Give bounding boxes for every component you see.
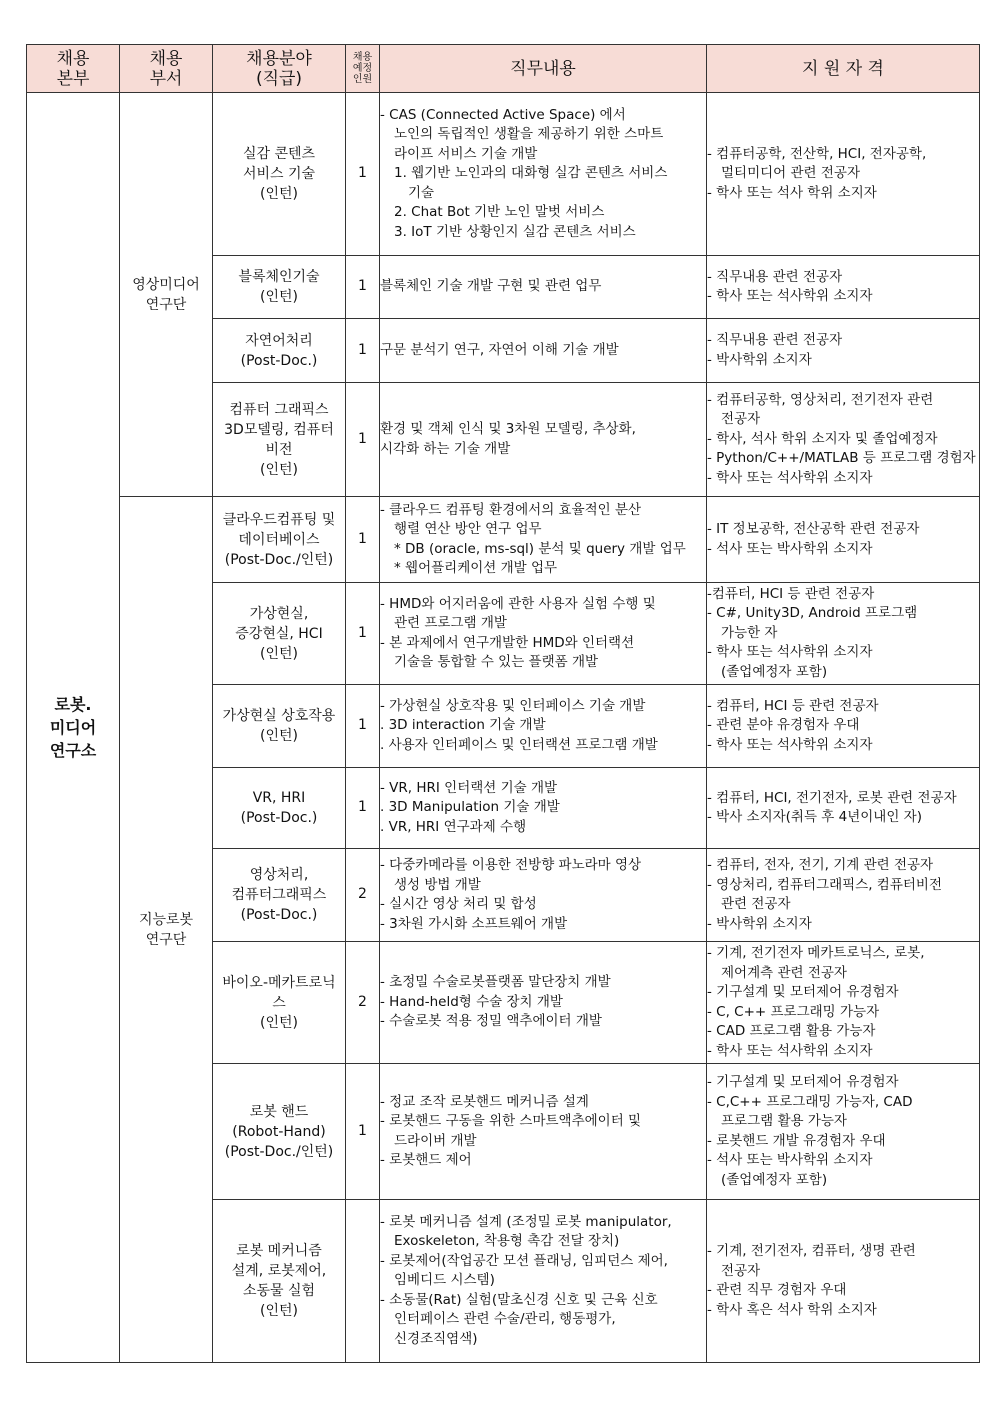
qual-cell — [707, 1200, 980, 1363]
qual-line: - 석사 또는 박사학위 소지자 — [707, 540, 873, 557]
field-name: 컴퓨터 그래픽스 3D모델링, 컴퓨터 비전 (인턴) — [224, 401, 334, 478]
field-cell — [213, 849, 346, 942]
headcount: 1 — [358, 341, 367, 358]
qual-line: - 학사 또는 석사학위 소지자 — [707, 736, 873, 753]
qual-line: 프로그램 활용 가능자 — [721, 1113, 847, 1129]
headcount: 1 — [358, 430, 367, 447]
duty-line: - 로봇핸드 제어 — [380, 1152, 472, 1168]
duty-cell — [380, 768, 707, 849]
qual-cell — [707, 849, 980, 942]
duty-cell — [380, 849, 707, 942]
qual-line: - C, C++ 프로그래밍 가능자 — [707, 1003, 880, 1020]
qual-line: 전공자 — [721, 411, 761, 428]
duty-line: 환경 및 객체 인식 및 3차원 모델링, 추상화, — [380, 421, 636, 437]
qual-line: 제어계측 관련 전공자 — [721, 964, 847, 981]
duty-cell — [380, 1200, 707, 1363]
qual-cell — [707, 497, 980, 583]
duty-line: 드라이버 개발 — [394, 1132, 477, 1149]
duty-line: - 클라우드 컴퓨팅 환경에서의 효율적인 분산 — [380, 501, 642, 518]
duty-line: - 소동물(Rat) 실험(말초신경 신호 및 근육 신호 — [380, 1291, 658, 1308]
qual-line: - 기구설계 및 모터제어 유경험자 — [707, 1074, 899, 1090]
qual-line: - 학사 혹은 석사 학위 소지자 — [707, 1301, 877, 1318]
duty-line: 기술을 통합할 수 있는 플랫폼 개발 — [394, 654, 599, 670]
header-dept: 채용 부서 — [120, 45, 213, 93]
qual-line: - 석사 또는 박사학위 소지자 — [707, 1152, 873, 1168]
duty-cell — [380, 685, 707, 768]
qual-cell — [707, 256, 980, 319]
field-name: 로봇 메커니즘 설계, 로봇제어, 소동물 실험 (인턴) — [231, 1243, 327, 1319]
field-name: 자연어처리 (Post-Doc.) — [240, 332, 318, 369]
header-duty: 직무내용 — [380, 45, 707, 93]
qual-line: - 기계, 전기전자, 컴퓨터, 생명 관련 — [707, 1243, 916, 1259]
count-cell — [346, 93, 380, 256]
duty-line: - VR, HRI 인터랙션 기술 개발 — [380, 779, 558, 796]
duty-line: - 초정밀 수술로봇플랫폼 말단장치 개발 — [380, 974, 611, 991]
count-cell — [346, 942, 380, 1064]
qual-cell — [707, 583, 980, 685]
field-cell — [213, 685, 346, 768]
headcount: 2 — [358, 886, 367, 903]
headcount: 1 — [358, 1122, 367, 1139]
duty-line: 관련 프로그램 개발 — [394, 615, 507, 631]
headcount: 2 — [358, 993, 367, 1010]
count-cell — [346, 1200, 380, 1363]
qual-line: - 학사 또는 석사학위 소지자 — [707, 469, 873, 486]
count-cell — [346, 1064, 380, 1200]
hq-name: 로봇. 미디어 연구소 — [49, 695, 97, 760]
duty-line: 임베디드 시스템) — [394, 1272, 495, 1289]
duty-line: - CAS (Connected Active Space) 에서 — [380, 106, 626, 123]
header-field: 채용분야 (직급) — [213, 45, 346, 93]
field-cell — [213, 93, 346, 256]
duty-line: Exoskeleton, 착용형 촉감 전달 장치) — [394, 1233, 620, 1250]
hq-cell — [27, 93, 120, 1363]
duty-line: - 실시간 영상 처리 및 합성 — [380, 896, 537, 912]
qual-line: 전공자 — [721, 1262, 761, 1279]
duty-line: - 로봇 메커니즘 설계 (조정밀 로봇 manipulator, — [380, 1213, 672, 1230]
dept-cell-robot — [120, 497, 213, 1363]
headcount: 1 — [358, 530, 367, 547]
header-qual: 지 원 자 격 — [707, 45, 980, 93]
table-row — [27, 93, 980, 256]
qual-line: -컴퓨터, HCI 등 관련 전공자 — [707, 585, 875, 602]
duty-line: - 가상현실 상호작용 및 인터페이스 기술 개발 — [380, 697, 646, 714]
field-cell — [213, 497, 346, 583]
duty-cell — [380, 319, 707, 383]
count-cell — [346, 768, 380, 849]
duty-line: 생성 방법 개발 — [394, 876, 481, 893]
field-cell — [213, 583, 346, 685]
qual-cell — [707, 93, 980, 256]
duty-line: . 3D interaction 기술 개발 — [380, 717, 546, 734]
duty-line: * 웹어플리케이션 개발 업무 — [394, 560, 558, 576]
field-cell — [213, 383, 346, 497]
duty-cell — [380, 256, 707, 319]
qual-line: - C#, Unity3D, Android 프로그램 — [707, 605, 918, 622]
duty-line: 기술 — [408, 184, 435, 201]
duty-line: 3. IoT 기반 상황인지 실감 콘텐츠 서비스 — [394, 223, 636, 240]
duty-line: 노인의 독립적인 생활을 제공하기 위한 스마트 — [394, 126, 664, 143]
duty-line: 블록체인 기술 개발 구현 및 관련 업무 — [380, 278, 602, 295]
qual-line: - CAD 프로그램 활용 가능자 — [707, 1023, 876, 1039]
duty-line: * DB (oracle, ms-sql) 분석 및 query 개발 업무 — [394, 540, 686, 557]
duty-line: - 로봇핸드 구동을 위한 스마트액추에이터 및 — [380, 1113, 642, 1129]
field-name: 로봇 핸드 (Robot-Hand) (Post-Doc./인턴) — [224, 1103, 334, 1160]
duty-line: - HMD와 어지러움에 관한 사용자 실험 수행 및 — [380, 595, 656, 612]
field-name: 영상처리, 컴퓨터그래픽스 (Post-Doc.) — [231, 867, 327, 923]
qual-line: - 로봇핸드 개발 유경험자 우대 — [707, 1132, 886, 1149]
qual-line: - 영상처리, 컴퓨터그래픽스, 컴퓨터비전 — [707, 876, 942, 893]
qual-line: 가능한 자 — [721, 624, 778, 641]
count-cell — [346, 497, 380, 583]
dept-name: 영상미디어 연구단 — [132, 276, 200, 313]
qual-line: - C,C++ 프로그래밍 가능자, CAD — [707, 1093, 913, 1110]
duty-cell — [380, 383, 707, 497]
duty-line: 행렬 연산 방안 연구 업무 — [394, 521, 542, 537]
count-cell — [346, 849, 380, 942]
header-count: 채용 예정 인원 — [346, 45, 380, 93]
duty-cell — [380, 583, 707, 685]
qual-line: (졸업예정자 포함) — [721, 663, 828, 680]
qual-line: - 컴퓨터공학, 전산학, HCI, 전자공학, — [707, 145, 927, 162]
qual-line: - 기계, 전기전자 메카트로닉스, 로봇, — [707, 945, 925, 961]
field-cell — [213, 256, 346, 319]
duty-line: 1. 웹기반 노인과의 대화형 실감 콘텐츠 서비스 — [394, 165, 668, 182]
field-cell — [213, 1064, 346, 1200]
qual-cell — [707, 768, 980, 849]
headcount: 1 — [358, 165, 367, 182]
headcount: 1 — [358, 799, 367, 816]
qual-line: - 관련 분야 유경험자 우대 — [707, 717, 860, 734]
duty-line: 라이프 서비스 기술 개발 — [394, 145, 538, 162]
qual-line: - 직무내용 관련 전공자 — [707, 332, 843, 348]
qual-line: - 학사 또는 석사학위 소지자 — [707, 1042, 873, 1059]
duty-cell — [380, 93, 707, 256]
duty-cell — [380, 497, 707, 583]
qual-cell — [707, 383, 980, 497]
count-cell — [346, 685, 380, 768]
field-name: 바이오-메카트로닉 스 (인턴) — [222, 974, 336, 1031]
dept-name: 지능로봇 연구단 — [138, 911, 194, 948]
field-cell — [213, 319, 346, 383]
count-cell — [346, 319, 380, 383]
qual-line: - 박사 소지자(취득 후 4년이내인 자) — [707, 809, 922, 825]
qual-line: (졸업예정자 포함) — [721, 1171, 828, 1188]
header-row — [27, 45, 980, 93]
field-name: 클라우드컴퓨팅 및 데이터베이스 (Post-Doc./인턴) — [222, 511, 336, 568]
qual-line: - 컴퓨터, 전자, 전기, 기계 관련 전공자 — [707, 857, 934, 873]
field-name: 가상현실 상호작용 (인턴) — [222, 708, 336, 744]
qual-line: - 컴퓨터, HCI 등 관련 전공자 — [707, 697, 879, 714]
qual-line: - 학사 또는 석사 학위 소지자 — [707, 184, 877, 201]
qual-line: - 컴퓨터, HCI, 전기전자, 로봇 관련 전공자 — [707, 789, 957, 806]
headcount: 1 — [358, 717, 367, 734]
duty-line: 인터페이스 관련 수술/관리, 행동평가, — [394, 1311, 616, 1328]
qual-line: 멀티미디어 관련 전공자 — [721, 165, 860, 182]
table-row — [27, 497, 980, 583]
qual-line: - 학사 또는 석사학위 소지자 — [707, 288, 873, 304]
field-name: 블록체인기술 (인턴) — [238, 269, 320, 305]
count-cell — [346, 583, 380, 685]
headcount: 1 — [358, 624, 367, 641]
field-cell — [213, 1200, 346, 1363]
qual-line: - 학사 또는 석사학위 소지자 — [707, 644, 873, 661]
duty-line: . 사용자 인터페이스 및 인터랙션 프로그램 개발 — [380, 736, 658, 753]
header-hq: 채용 본부 — [27, 45, 120, 93]
field-name: VR, HRI (Post-Doc.) — [240, 790, 318, 826]
count-cell — [346, 383, 380, 497]
qual-line: - 직무내용 관련 전공자 — [707, 268, 843, 285]
duty-line: - 다중카메라를 이용한 전방향 파노라마 영상 — [380, 857, 642, 873]
qual-line: - IT 정보공학, 전산공학 관련 전공자 — [707, 521, 920, 537]
headcount: 1 — [358, 278, 367, 295]
qual-line: - 학사, 석사 학위 소지자 및 졸업예정자 — [707, 430, 938, 447]
field-cell — [213, 942, 346, 1064]
duty-line: 2. Chat Bot 기반 노인 말벗 서비스 — [394, 204, 605, 221]
qual-line: - 박사학위 소지자 — [707, 351, 812, 368]
count-cell — [346, 256, 380, 319]
duty-line: . 3D Manipulation 기술 개발 — [380, 799, 560, 816]
duty-line: - 수술로봇 적용 정밀 액추에이터 개발 — [380, 1013, 602, 1030]
dept-cell-media — [120, 93, 213, 497]
qual-line: 관련 전공자 — [721, 896, 791, 912]
qual-cell — [707, 685, 980, 768]
qual-line: - 박사학위 소지자 — [707, 915, 812, 932]
duty-line: - Hand-held형 수술 장치 개발 — [380, 993, 563, 1010]
qual-line: - 컴퓨터공학, 영상처리, 전기전자 관련 — [707, 391, 934, 408]
duty-line: 신경조직염색) — [394, 1330, 478, 1347]
duty-line: - 3차원 가시화 소프트웨어 개발 — [380, 915, 568, 932]
field-cell — [213, 768, 346, 849]
recruitment-table — [26, 44, 980, 1363]
field-name: 실감 콘텐츠 서비스 기술 (인턴) — [242, 146, 316, 202]
field-name: 가상현실, 증강현실, HCI (인턴) — [235, 605, 323, 662]
qual-line: - 관련 직무 경험자 우대 — [707, 1282, 847, 1298]
duty-cell — [380, 1064, 707, 1200]
qual-cell — [707, 1064, 980, 1200]
duty-line: 시각화 하는 기술 개발 — [380, 440, 511, 457]
duty-line: - 로봇제어(작업공간 모션 플래닝, 임피던스 제어, — [380, 1252, 668, 1269]
qual-line: - 기구설계 및 모터제어 유경험자 — [707, 984, 899, 1000]
qual-line: - Python/C++/MATLAB 등 프로그램 경험자 — [707, 450, 976, 467]
duty-line: 구문 분석기 연구, 자연어 이해 기술 개발 — [380, 341, 619, 358]
duty-line: - 본 과제에서 연구개발한 HMD와 인터랙션 — [380, 634, 635, 651]
duty-line: - 정교 조작 로봇핸드 메커니즘 설계 — [380, 1093, 589, 1110]
duty-cell — [380, 942, 707, 1064]
duty-line: . VR, HRI 연구과제 수행 — [380, 818, 527, 835]
qual-cell — [707, 319, 980, 383]
qual-cell — [707, 942, 980, 1064]
